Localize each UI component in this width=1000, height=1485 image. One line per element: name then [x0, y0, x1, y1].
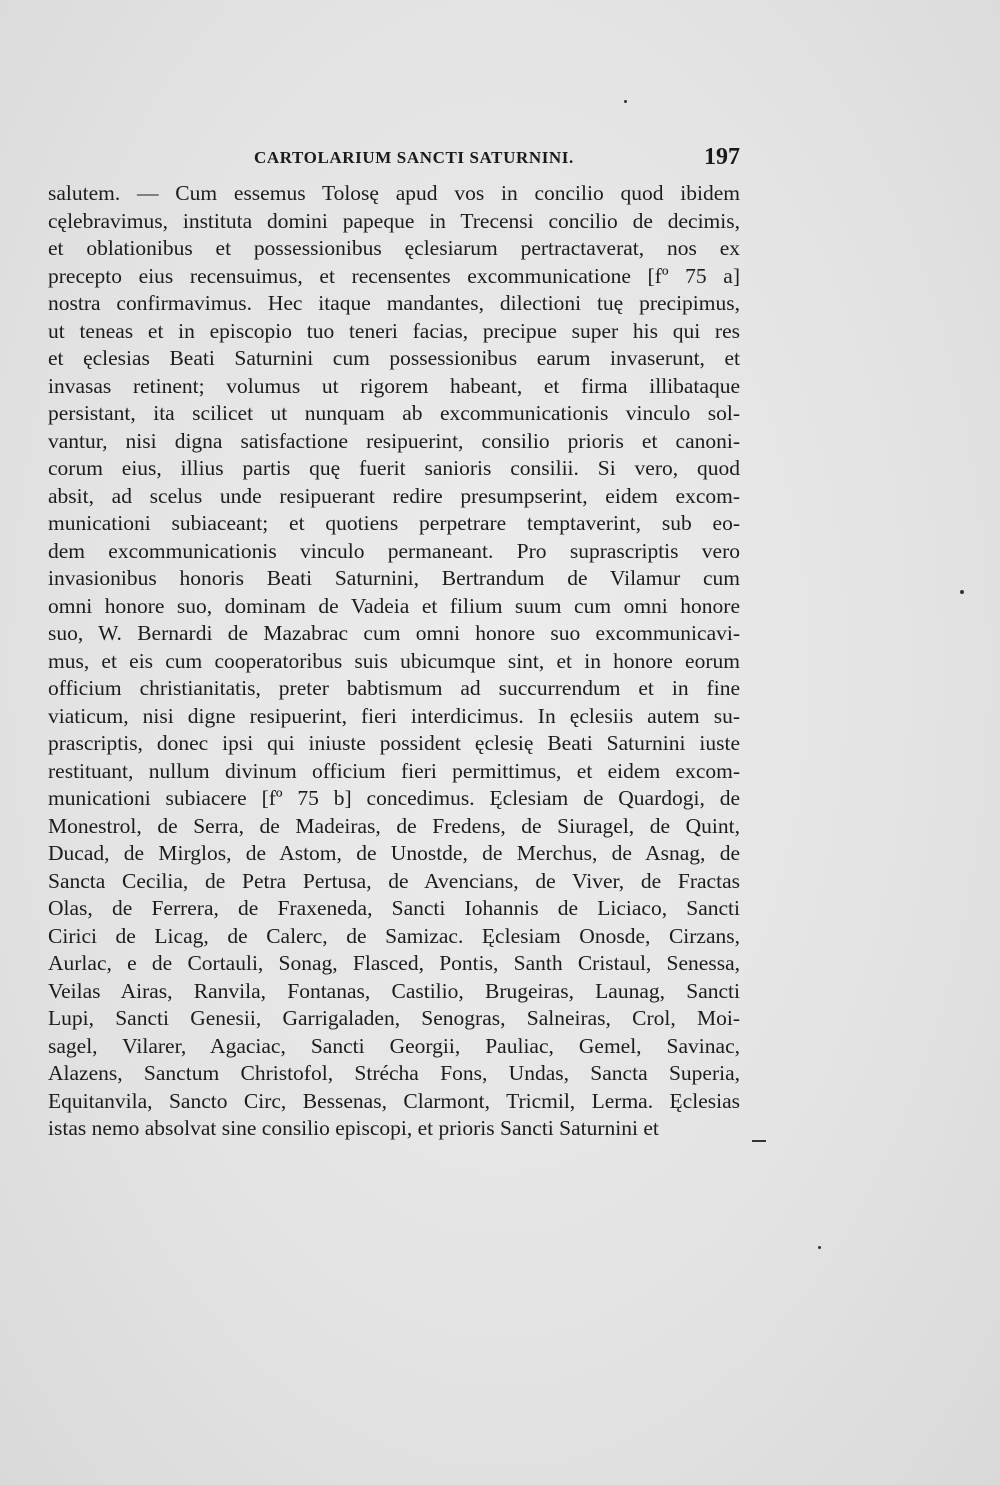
text-line: Aurlac, e de Cortauli, Sonag, Flasced, Pontis, Santh Cristaul, Senessa,	[48, 951, 740, 975]
text-line: Cirici de Licag, de Calerc, de Samizac. Ęclesiam Onosde, Cirzans,	[48, 923, 740, 948]
text-line: Alazens, Sanctum Christofol, Strécha Fons, Undas, Sancta Superia,	[48, 1061, 740, 1085]
text-line: municationi subiacere [fº 75 b] concedimus. Ęclesiam de Quardogi, de	[48, 786, 740, 810]
text-line: officium christianitatis, preter babtismum ad succurrendum et in fine	[48, 676, 740, 700]
text-line: prascriptis, donec ipsi qui iniuste possident ęclesię Beati Saturnini iuste	[48, 731, 740, 755]
margin-dot-mark	[818, 1246, 821, 1249]
page-number: 197	[704, 144, 740, 170]
margin-dash-mark	[752, 1140, 766, 1142]
text-line: omni honore suo, dominam de Vadeia et filium suum cum omni honore	[48, 593, 740, 618]
text-line: istas nemo absolvat sine consilio episcopi, et prioris Sancti Saturnini et	[48, 1116, 659, 1140]
text-line: cęlebravimus, instituta domini papeque in Trecensi concilio de decimis,	[48, 208, 740, 233]
text-line: corum eius, illius partis quę fuerit sanioris consilii. Si vero, quod	[48, 456, 740, 480]
text-line: Olas, de Ferrera, de Fraxeneda, Sancti Iohannis de Liciaco, Sancti	[48, 896, 740, 920]
running-title: CARTOLARIUM SANCTI SATURNINI.	[254, 148, 574, 167]
text-line: et oblationibus et possessionibus ęclesiarum pertractaverat, nos ex	[48, 236, 740, 260]
text-line: salutem. — Cum essemus Tolosę apud vos in concilio quod ibidem	[48, 181, 740, 205]
text-line: suo, W. Bernardi de Mazabrac cum omni honore suo excommunicavi-	[48, 621, 740, 645]
speck-mark	[624, 100, 627, 103]
text-line: dem excommunicationis vinculo permaneant. Pro suprascriptis vero	[48, 538, 740, 563]
text-line: restituant, nullum divinum officium fieri permittimus, et eidem excom-	[48, 758, 740, 783]
text-line: absit, ad scelus unde resipuerant redire presumpserint, eidem excom-	[48, 483, 740, 508]
text-line: precepto eius recensuimus, et recensentes excommunicatione [fº 75 a]	[48, 263, 740, 288]
text-line: nostra confirmavimus. Hec itaque mandantes, dilectioni tuę precipimus,	[48, 291, 740, 315]
margin-dot-mark	[960, 590, 964, 594]
text-line: municationi subiaceant; et quotiens perpetrare temptaverint, sub eo-	[48, 511, 740, 535]
text-line: Sancta Cecilia, de Petra Pertusa, de Avencians, de Viver, de Fractas	[48, 868, 740, 893]
text-line: invasas retinent; volumus ut rigorem habeant, et firma illibataque	[48, 373, 740, 398]
text-line: et ęclesias Beati Saturnini cum possessionibus earum invaserunt, et	[48, 346, 740, 370]
text-line: Equitanvila, Sancto Circ, Bessenas, Clarmont, Tricmil, Lerma. Ęclesias	[48, 1088, 740, 1113]
text-line: viaticum, nisi digne resipuerint, fieri interdicimus. In ęclesiis autem su-	[48, 703, 740, 728]
text-line: vantur, nisi digna satisfactione resipuerint, consilio prioris et canoni-	[48, 428, 740, 453]
text-line: Monestrol, de Serra, de Madeiras, de Fredens, de Siuragel, de Quint,	[48, 813, 740, 838]
text-line: ut teneas et in episcopio tuo teneri facias, precipue super his qui res	[48, 318, 740, 343]
text-line: persistant, ita scilicet ut nunquam ab excommunicationis vinculo sol-	[48, 401, 740, 425]
text-line: mus, et eis cum cooperatoribus suis ubicumque sint, et in honore eorum	[48, 648, 740, 673]
text-line: invasionibus honoris Beati Saturnini, Bertrandum de Vilamur cum	[48, 566, 740, 590]
text-line: sagel, Vilarer, Agaciac, Sancti Georgii, Pauliac, Gemel, Savinac,	[48, 1033, 740, 1058]
text-line: Lupi, Sancti Genesii, Garrigaladen, Senogras, Salneiras, Crol, Moi-	[48, 1006, 740, 1030]
text-line: Veilas Airas, Ranvila, Fontanas, Castilio, Brugeiras, Launag, Sancti	[48, 978, 740, 1003]
page-header	[48, 144, 740, 172]
body-text	[48, 180, 740, 1143]
text-line: Ducad, de Mirglos, de Astom, de Unostde, de Merchus, de Asnag, de	[48, 841, 740, 865]
